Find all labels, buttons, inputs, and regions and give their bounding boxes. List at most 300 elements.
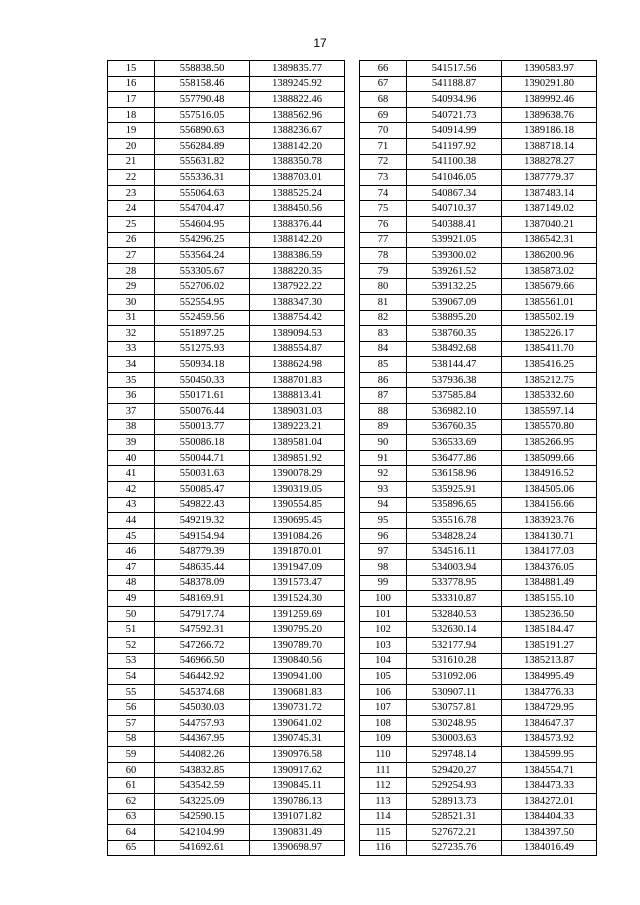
y-coordinate-cell: 1384647.37: [502, 715, 597, 731]
table-row: [360, 201, 597, 217]
table-row: [360, 762, 597, 778]
table-row: [360, 263, 597, 279]
x-coordinate-cell: 550171.61: [155, 388, 250, 404]
point-number-cell: 19: [108, 123, 155, 139]
x-coordinate-cell: 557790.48: [155, 92, 250, 108]
table-row: [108, 154, 345, 170]
table-row: [360, 61, 597, 77]
x-coordinate-cell: 550044.71: [155, 450, 250, 466]
table-row: [360, 419, 597, 435]
point-number-cell: 52: [108, 637, 155, 653]
table-row: [108, 715, 345, 731]
x-coordinate-cell: 548635.44: [155, 560, 250, 576]
point-number-cell: 81: [360, 294, 407, 310]
x-coordinate-cell: 540934.96: [407, 92, 502, 108]
table-row: [108, 372, 345, 388]
table-row: [108, 637, 345, 653]
x-coordinate-cell: 546442.92: [155, 669, 250, 685]
x-coordinate-cell: 551275.93: [155, 341, 250, 357]
y-coordinate-cell: 1384156.66: [502, 497, 597, 513]
point-number-cell: 90: [360, 435, 407, 451]
x-coordinate-cell: 536760.35: [407, 419, 502, 435]
y-coordinate-cell: 1390641.02: [250, 715, 345, 731]
point-number-cell: 15: [108, 61, 155, 77]
point-number-cell: 95: [360, 513, 407, 529]
point-number-cell: 104: [360, 653, 407, 669]
y-coordinate-cell: 1390695.45: [250, 513, 345, 529]
y-coordinate-cell: 1388822.46: [250, 92, 345, 108]
y-coordinate-cell: 1385213.87: [502, 653, 597, 669]
y-coordinate-cell: 1389992.46: [502, 92, 597, 108]
point-number-cell: 56: [108, 700, 155, 716]
y-coordinate-cell: 1387779.37: [502, 170, 597, 186]
table-row: [360, 154, 597, 170]
point-number-cell: 46: [108, 544, 155, 560]
y-coordinate-cell: 1384272.01: [502, 793, 597, 809]
point-number-cell: 43: [108, 497, 155, 513]
table-row: [360, 170, 597, 186]
point-number-cell: 42: [108, 482, 155, 498]
y-coordinate-cell: 1385679.66: [502, 279, 597, 295]
table-row: [108, 560, 345, 576]
point-number-cell: 23: [108, 185, 155, 201]
point-number-cell: 102: [360, 622, 407, 638]
x-coordinate-cell: 539132.25: [407, 279, 502, 295]
x-coordinate-cell: 533310.87: [407, 591, 502, 607]
point-number-cell: 82: [360, 310, 407, 326]
point-number-cell: 61: [108, 778, 155, 794]
x-coordinate-cell: 553305.67: [155, 263, 250, 279]
y-coordinate-cell: 1385332.60: [502, 388, 597, 404]
x-coordinate-cell: 550076.44: [155, 404, 250, 420]
x-coordinate-cell: 534003.94: [407, 560, 502, 576]
y-coordinate-cell: 1388386.59: [250, 248, 345, 264]
y-coordinate-cell: 1384554.71: [502, 762, 597, 778]
table-row: [108, 388, 345, 404]
point-number-cell: 72: [360, 154, 407, 170]
point-number-cell: 100: [360, 591, 407, 607]
y-coordinate-cell: 1384916.52: [502, 466, 597, 482]
table-row: [360, 840, 597, 856]
x-coordinate-cell: 537936.38: [407, 372, 502, 388]
x-coordinate-cell: 550013.77: [155, 419, 250, 435]
y-coordinate-cell: 1390698.97: [250, 840, 345, 856]
table-row: [360, 497, 597, 513]
y-coordinate-cell: 1388562.96: [250, 107, 345, 123]
coordinates-table-left: [107, 60, 345, 856]
table-row: [360, 404, 597, 420]
y-coordinate-cell: 1388554.87: [250, 341, 345, 357]
point-number-cell: 36: [108, 388, 155, 404]
y-coordinate-cell: 1390291.80: [502, 76, 597, 92]
table-row: [108, 201, 345, 217]
x-coordinate-cell: 539067.09: [407, 294, 502, 310]
table-row: [360, 669, 597, 685]
x-coordinate-cell: 542104.99: [155, 825, 250, 841]
table-row: [360, 793, 597, 809]
table-row: [108, 591, 345, 607]
x-coordinate-cell: 549154.94: [155, 528, 250, 544]
y-coordinate-cell: 1388220.35: [250, 263, 345, 279]
table-row: [108, 544, 345, 560]
table-row: [360, 107, 597, 123]
point-number-cell: 29: [108, 279, 155, 295]
point-number-cell: 79: [360, 263, 407, 279]
x-coordinate-cell: 536158.96: [407, 466, 502, 482]
y-coordinate-cell: 1388703.01: [250, 170, 345, 186]
x-coordinate-cell: 558838.50: [155, 61, 250, 77]
point-number-cell: 22: [108, 170, 155, 186]
table-row: [108, 497, 345, 513]
point-number-cell: 60: [108, 762, 155, 778]
y-coordinate-cell: 1390845.11: [250, 778, 345, 794]
point-number-cell: 18: [108, 107, 155, 123]
point-number-cell: 31: [108, 310, 155, 326]
x-coordinate-cell: 555336.31: [155, 170, 250, 186]
point-number-cell: 47: [108, 560, 155, 576]
y-coordinate-cell: 1384130.71: [502, 528, 597, 544]
point-number-cell: 97: [360, 544, 407, 560]
y-coordinate-cell: 1383923.76: [502, 513, 597, 529]
point-number-cell: 116: [360, 840, 407, 856]
table-row: [108, 216, 345, 232]
x-coordinate-cell: 540721.73: [407, 107, 502, 123]
y-coordinate-cell: 1389094.53: [250, 326, 345, 342]
table-row: [108, 482, 345, 498]
x-coordinate-cell: 544757.93: [155, 715, 250, 731]
x-coordinate-cell: 540388.41: [407, 216, 502, 232]
y-coordinate-cell: 1388142.20: [250, 138, 345, 154]
y-coordinate-cell: 1385416.25: [502, 357, 597, 373]
point-number-cell: 32: [108, 326, 155, 342]
point-number-cell: 34: [108, 357, 155, 373]
table-row: [360, 185, 597, 201]
point-number-cell: 28: [108, 263, 155, 279]
y-coordinate-cell: 1390840.56: [250, 653, 345, 669]
x-coordinate-cell: 543225.09: [155, 793, 250, 809]
y-coordinate-cell: 1390319.05: [250, 482, 345, 498]
table-row: [108, 466, 345, 482]
y-coordinate-cell: 1387483.14: [502, 185, 597, 201]
x-coordinate-cell: 542590.15: [155, 809, 250, 825]
y-coordinate-cell: 1390917.62: [250, 762, 345, 778]
coordinates-table-right: [359, 60, 597, 856]
table-row: [108, 700, 345, 716]
y-coordinate-cell: 1391573.47: [250, 575, 345, 591]
y-coordinate-cell: 1389851.92: [250, 450, 345, 466]
table-row: [360, 575, 597, 591]
point-number-cell: 16: [108, 76, 155, 92]
point-number-cell: 91: [360, 450, 407, 466]
table-row: [360, 653, 597, 669]
y-coordinate-cell: 1391071.82: [250, 809, 345, 825]
table-row: [108, 793, 345, 809]
point-number-cell: 85: [360, 357, 407, 373]
y-coordinate-cell: 1384776.33: [502, 684, 597, 700]
x-coordinate-cell: 535896.65: [407, 497, 502, 513]
point-number-cell: 27: [108, 248, 155, 264]
table-row: [360, 248, 597, 264]
point-number-cell: 99: [360, 575, 407, 591]
y-coordinate-cell: 1389638.76: [502, 107, 597, 123]
point-number-cell: 41: [108, 466, 155, 482]
y-coordinate-cell: 1384995.49: [502, 669, 597, 685]
point-number-cell: 25: [108, 216, 155, 232]
point-number-cell: 40: [108, 450, 155, 466]
x-coordinate-cell: 551897.25: [155, 326, 250, 342]
point-number-cell: 112: [360, 778, 407, 794]
table-row: [108, 528, 345, 544]
x-coordinate-cell: 541046.05: [407, 170, 502, 186]
point-number-cell: 106: [360, 684, 407, 700]
table-row: [360, 700, 597, 716]
y-coordinate-cell: 1390941.00: [250, 669, 345, 685]
y-coordinate-cell: 1388347.30: [250, 294, 345, 310]
point-number-cell: 67: [360, 76, 407, 92]
x-coordinate-cell: 547592.31: [155, 622, 250, 638]
table-row: [360, 715, 597, 731]
table-row: [360, 622, 597, 638]
y-coordinate-cell: 1384404.33: [502, 809, 597, 825]
y-coordinate-cell: 1385236.50: [502, 606, 597, 622]
x-coordinate-cell: 534828.24: [407, 528, 502, 544]
point-number-cell: 58: [108, 731, 155, 747]
point-number-cell: 39: [108, 435, 155, 451]
y-coordinate-cell: 1391870.01: [250, 544, 345, 560]
y-coordinate-cell: 1385184.47: [502, 622, 597, 638]
table-row: [360, 747, 597, 763]
x-coordinate-cell: 557516.05: [155, 107, 250, 123]
point-number-cell: 35: [108, 372, 155, 388]
y-coordinate-cell: 1385099.66: [502, 450, 597, 466]
x-coordinate-cell: 539921.05: [407, 232, 502, 248]
point-number-cell: 73: [360, 170, 407, 186]
y-coordinate-cell: 1385226.17: [502, 326, 597, 342]
y-coordinate-cell: 1384729.95: [502, 700, 597, 716]
x-coordinate-cell: 541197.92: [407, 138, 502, 154]
x-coordinate-cell: 533778.95: [407, 575, 502, 591]
y-coordinate-cell: 1387922.22: [250, 279, 345, 295]
point-number-cell: 66: [360, 61, 407, 77]
table-row: [108, 606, 345, 622]
y-coordinate-cell: 1385502.19: [502, 310, 597, 326]
x-coordinate-cell: 547266.72: [155, 637, 250, 653]
table-row: [108, 107, 345, 123]
point-number-cell: 70: [360, 123, 407, 139]
table-row: [360, 310, 597, 326]
x-coordinate-cell: 535516.78: [407, 513, 502, 529]
table-row: [108, 825, 345, 841]
x-coordinate-cell: 555631.82: [155, 154, 250, 170]
x-coordinate-cell: 529420.27: [407, 762, 502, 778]
table-row: [360, 138, 597, 154]
table-row: [108, 669, 345, 685]
table-row: [108, 185, 345, 201]
x-coordinate-cell: 530003.63: [407, 731, 502, 747]
table-row: [108, 61, 345, 77]
y-coordinate-cell: 1388701.83: [250, 372, 345, 388]
x-coordinate-cell: 536982.10: [407, 404, 502, 420]
point-number-cell: 88: [360, 404, 407, 420]
point-number-cell: 53: [108, 653, 155, 669]
table-row: [108, 123, 345, 139]
table-row: [108, 404, 345, 420]
point-number-cell: 21: [108, 154, 155, 170]
x-coordinate-cell: 529748.14: [407, 747, 502, 763]
y-coordinate-cell: 1390078.29: [250, 466, 345, 482]
point-number-cell: 59: [108, 747, 155, 763]
x-coordinate-cell: 554604.95: [155, 216, 250, 232]
x-coordinate-cell: 558158.46: [155, 76, 250, 92]
x-coordinate-cell: 539261.52: [407, 263, 502, 279]
point-number-cell: 109: [360, 731, 407, 747]
table-row: [360, 92, 597, 108]
x-coordinate-cell: 554296.25: [155, 232, 250, 248]
table-row: [108, 435, 345, 451]
table-row: [108, 809, 345, 825]
point-number-cell: 107: [360, 700, 407, 716]
table-row: [360, 591, 597, 607]
point-number-cell: 74: [360, 185, 407, 201]
table-row: [360, 216, 597, 232]
x-coordinate-cell: 540867.34: [407, 185, 502, 201]
point-number-cell: 113: [360, 793, 407, 809]
y-coordinate-cell: 1385212.75: [502, 372, 597, 388]
y-coordinate-cell: 1390795.20: [250, 622, 345, 638]
table-row: [360, 513, 597, 529]
y-coordinate-cell: 1386200.96: [502, 248, 597, 264]
x-coordinate-cell: 550934.18: [155, 357, 250, 373]
table-row: [360, 232, 597, 248]
point-number-cell: 101: [360, 606, 407, 622]
table-row: [360, 778, 597, 794]
x-coordinate-cell: 538760.35: [407, 326, 502, 342]
y-coordinate-cell: 1385561.01: [502, 294, 597, 310]
table-row: [108, 419, 345, 435]
y-coordinate-cell: 1390831.49: [250, 825, 345, 841]
table-row: [108, 684, 345, 700]
y-coordinate-cell: 1388142.20: [250, 232, 345, 248]
table-row: [108, 357, 345, 373]
y-coordinate-cell: 1388278.27: [502, 154, 597, 170]
y-coordinate-cell: 1390554.85: [250, 497, 345, 513]
x-coordinate-cell: 538492.68: [407, 341, 502, 357]
point-number-cell: 86: [360, 372, 407, 388]
x-coordinate-cell: 548779.39: [155, 544, 250, 560]
x-coordinate-cell: 549822.43: [155, 497, 250, 513]
table-row: [360, 326, 597, 342]
point-number-cell: 75: [360, 201, 407, 217]
x-coordinate-cell: 543542.59: [155, 778, 250, 794]
x-coordinate-cell: 550086.18: [155, 435, 250, 451]
x-coordinate-cell: 556890.63: [155, 123, 250, 139]
y-coordinate-cell: 1384881.49: [502, 575, 597, 591]
y-coordinate-cell: 1388450.56: [250, 201, 345, 217]
x-coordinate-cell: 552459.56: [155, 310, 250, 326]
table-row: [108, 762, 345, 778]
y-coordinate-cell: 1385570.80: [502, 419, 597, 435]
y-coordinate-cell: 1390745.31: [250, 731, 345, 747]
table-row: [108, 341, 345, 357]
x-coordinate-cell: 541692.61: [155, 840, 250, 856]
x-coordinate-cell: 531610.28: [407, 653, 502, 669]
point-number-cell: 45: [108, 528, 155, 544]
table-row: [108, 778, 345, 794]
table-row: [108, 622, 345, 638]
table-row: [108, 76, 345, 92]
table-row: [360, 731, 597, 747]
table-row: [360, 435, 597, 451]
x-coordinate-cell: 545374.68: [155, 684, 250, 700]
point-number-cell: 64: [108, 825, 155, 841]
table-row: [360, 279, 597, 295]
y-coordinate-cell: 1390976.58: [250, 747, 345, 763]
x-coordinate-cell: 541517.56: [407, 61, 502, 77]
table-row: [360, 809, 597, 825]
x-coordinate-cell: 530757.81: [407, 700, 502, 716]
table-row: [108, 279, 345, 295]
table-row: [108, 92, 345, 108]
table-row: [108, 138, 345, 154]
point-number-cell: 62: [108, 793, 155, 809]
y-coordinate-cell: 1389186.18: [502, 123, 597, 139]
y-coordinate-cell: 1391524.30: [250, 591, 345, 607]
point-number-cell: 26: [108, 232, 155, 248]
table-row: [360, 357, 597, 373]
x-coordinate-cell: 543832.85: [155, 762, 250, 778]
point-number-cell: 110: [360, 747, 407, 763]
table-row: [108, 248, 345, 264]
point-number-cell: 48: [108, 575, 155, 591]
y-coordinate-cell: 1384376.05: [502, 560, 597, 576]
point-number-cell: 20: [108, 138, 155, 154]
y-coordinate-cell: 1385597.14: [502, 404, 597, 420]
y-coordinate-cell: 1388813.41: [250, 388, 345, 404]
table-row: [108, 575, 345, 591]
table-row: [108, 310, 345, 326]
point-number-cell: 30: [108, 294, 155, 310]
table-row: [108, 731, 345, 747]
y-coordinate-cell: 1388754.42: [250, 310, 345, 326]
x-coordinate-cell: 544082.26: [155, 747, 250, 763]
x-coordinate-cell: 535925.91: [407, 482, 502, 498]
page-number: 17: [313, 36, 327, 50]
y-coordinate-cell: 1386542.31: [502, 232, 597, 248]
point-number-cell: 68: [360, 92, 407, 108]
point-number-cell: 115: [360, 825, 407, 841]
x-coordinate-cell: 553564.24: [155, 248, 250, 264]
table-row: [360, 560, 597, 576]
x-coordinate-cell: 546966.50: [155, 653, 250, 669]
x-coordinate-cell: 547917.74: [155, 606, 250, 622]
y-coordinate-cell: 1389245.92: [250, 76, 345, 92]
y-coordinate-cell: 1384473.33: [502, 778, 597, 794]
x-coordinate-cell: 541188.87: [407, 76, 502, 92]
y-coordinate-cell: 1384505.06: [502, 482, 597, 498]
y-coordinate-cell: 1389031.03: [250, 404, 345, 420]
point-number-cell: 96: [360, 528, 407, 544]
point-number-cell: 71: [360, 138, 407, 154]
y-coordinate-cell: 1391084.26: [250, 528, 345, 544]
x-coordinate-cell: 550031.63: [155, 466, 250, 482]
table-row: [108, 450, 345, 466]
table-row: [360, 684, 597, 700]
y-coordinate-cell: 1388236.67: [250, 123, 345, 139]
table-row: [360, 450, 597, 466]
table-row: [360, 528, 597, 544]
x-coordinate-cell: 537585.84: [407, 388, 502, 404]
y-coordinate-cell: 1385155.10: [502, 591, 597, 607]
